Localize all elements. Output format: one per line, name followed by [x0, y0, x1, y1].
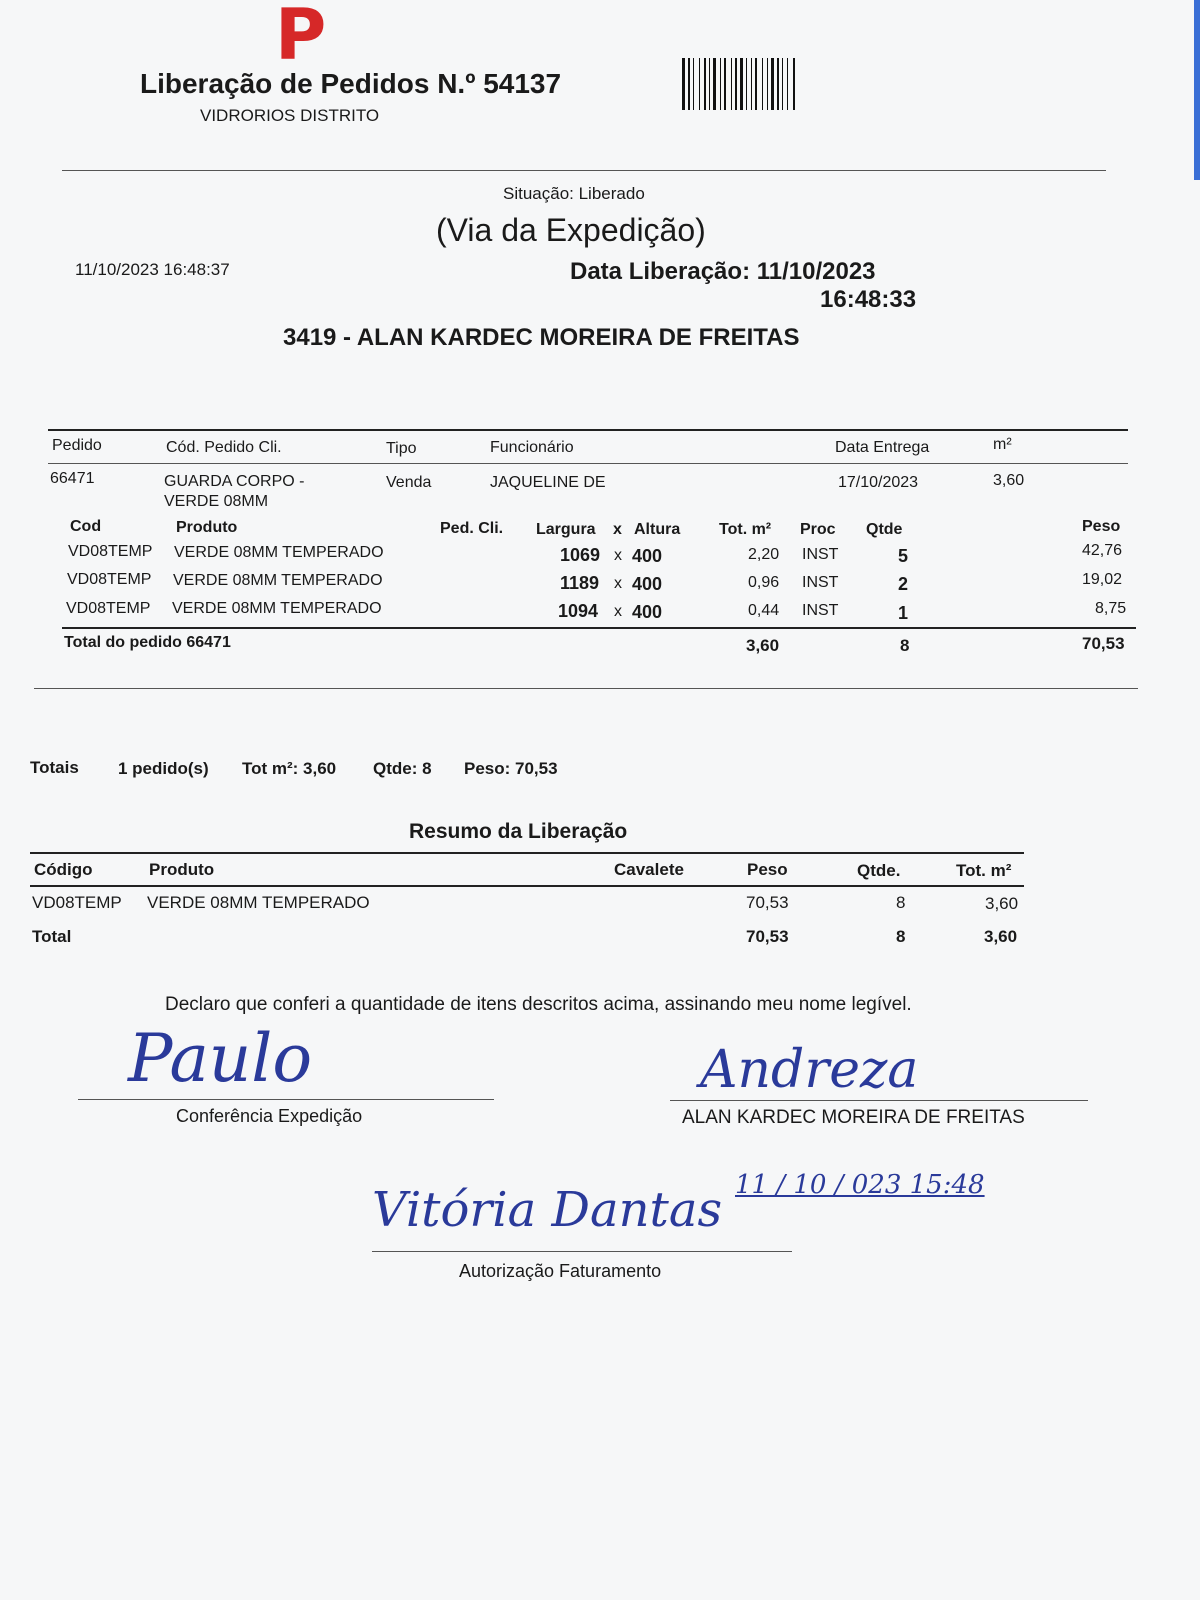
signature-faturamento: Vitória Dantas [372, 1182, 723, 1238]
item-produto: VERDE 08MM TEMPERADO [173, 572, 383, 589]
summary-col-codigo: Código [34, 860, 93, 879]
items-total-rule [62, 627, 1136, 629]
item-x: x [614, 603, 622, 620]
col-pedido: Pedido [52, 437, 102, 454]
col-funcionario: Funcionário [490, 439, 574, 456]
item-peso: 19,02 [1082, 571, 1123, 588]
order-total-m2: 3,60 [746, 636, 780, 655]
items-col-altura: Altura [634, 521, 681, 538]
item-tot-m2: 2,20 [748, 546, 780, 563]
item-x: x [614, 575, 622, 592]
item-cod: VD08TEMP [68, 543, 153, 560]
header-divider [62, 170, 1106, 171]
item-tot-m2: 0,44 [748, 602, 780, 619]
order-cod-line1: GUARDA CORPO - [164, 473, 305, 490]
order-m2: 3,60 [993, 472, 1025, 489]
item-largura: 1069 [560, 545, 601, 565]
items-col-produto: Produto [176, 519, 238, 536]
summary-total-tot-m2: 3,60 [984, 927, 1018, 946]
summary-col-cavalete: Cavalete [614, 860, 684, 879]
order-total-peso: 70,53 [1082, 634, 1125, 653]
summary-produto: VERDE 08MM TEMPERADO [147, 893, 370, 912]
item-qtde: 5 [898, 546, 909, 566]
col-cod-pedido-cli: Cód. Pedido Cli. [166, 439, 282, 456]
signature-expedicao: Paulo [128, 1020, 313, 1097]
item-peso: 42,76 [1082, 542, 1123, 559]
summary-col-qtde: Qtde. [857, 861, 901, 880]
order-total-qtde: 8 [900, 636, 910, 655]
copy-label: (Via da Expedição) [436, 212, 706, 248]
item-largura: 1094 [558, 601, 599, 621]
order-data-entrega: 17/10/2023 [838, 474, 919, 491]
printed-timestamp: 11/10/2023 16:48:37 [75, 260, 230, 279]
signature-label-client: ALAN KARDEC MOREIRA DE FREITAS [682, 1107, 1025, 1128]
items-col-tot-m2: Tot. m² [719, 521, 772, 538]
item-produto: VERDE 08MM TEMPERADO [172, 600, 382, 617]
summary-total-qtde: 8 [896, 927, 906, 946]
summary-col-tot-m2: Tot. m² [956, 861, 1012, 880]
items-bottom-rule [34, 688, 1138, 689]
company-name: VIDRORIOS DISTRITO [200, 106, 380, 125]
items-col-peso: Peso [1082, 518, 1121, 535]
col-tipo: Tipo [386, 440, 417, 457]
document-title: Liberação de Pedidos N.º 54137 [140, 68, 562, 99]
col-m2: m² [993, 436, 1012, 453]
status-text: Situação: Liberado [503, 184, 645, 203]
order-funcionario: JAQUELINE DE [490, 474, 606, 491]
item-altura: 400 [632, 574, 663, 594]
signature-label-faturamento: Autorização Faturamento [459, 1261, 662, 1281]
item-produto: VERDE 08MM TEMPERADO [174, 544, 384, 561]
signature-client: Andreza [700, 1040, 919, 1100]
item-x: x [614, 547, 622, 564]
order-top-rule [48, 429, 1128, 431]
summary-header-rule [30, 885, 1024, 887]
totals-peso: Peso: 70,53 [464, 759, 558, 778]
item-tot-m2: 0,96 [748, 574, 780, 591]
summary-qtde: 8 [896, 893, 906, 912]
summary-top-rule [30, 852, 1024, 854]
totals-label: Totais [30, 758, 79, 777]
declaration-text: Declaro que conferi a quantidade de itens descritos acima, assinando meu nome legível. [165, 994, 912, 1015]
items-col-ped-cli: Ped. Cli. [440, 520, 504, 537]
totals-qtde: Qtde: 8 [373, 759, 432, 778]
release-time: 16:48:33 [820, 286, 917, 313]
item-qtde: 1 [898, 603, 909, 623]
col-data-entrega: Data Entrega [835, 439, 930, 456]
summary-col-produto: Produto [149, 860, 215, 879]
items-col-qtde: Qtde [866, 521, 903, 538]
release-date: Data Liberação: 11/10/2023 [570, 258, 876, 285]
totals-pedidos: 1 pedido(s) [118, 759, 209, 778]
signature-line-right [670, 1100, 1088, 1101]
item-proc: INST [802, 546, 839, 563]
handwritten-date: 11 / 10 / 023 15:48 [735, 1170, 985, 1200]
item-peso: 8,75 [1095, 600, 1127, 617]
item-qtde: 2 [898, 574, 909, 594]
totals-tot-m2: Tot m²: 3,60 [242, 759, 337, 778]
order-total-label: Total do pedido 66471 [64, 634, 231, 651]
item-altura: 400 [632, 602, 663, 622]
items-col-x: x [613, 521, 622, 538]
items-col-cod: Cod [70, 518, 102, 535]
summary-codigo: VD08TEMP [32, 893, 122, 912]
items-col-largura: Largura [536, 521, 596, 538]
client-name: 3419 - ALAN KARDEC MOREIRA DE FREITAS [283, 324, 800, 351]
item-cod: VD08TEMP [66, 600, 151, 617]
summary-col-peso: Peso [747, 860, 788, 879]
background-edge [1194, 0, 1200, 180]
summary-peso: 70,53 [746, 893, 789, 912]
barcode [680, 58, 870, 110]
item-proc: INST [802, 574, 839, 591]
signature-line-left [78, 1099, 494, 1100]
handwritten-mark: P [275, 0, 327, 76]
summary-title: Resumo da Liberação [409, 820, 628, 843]
signature-label-expedicao: Conferência Expedição [176, 1106, 363, 1126]
item-cod: VD08TEMP [67, 571, 152, 588]
order-cod-line2: VERDE 08MM [164, 493, 269, 510]
item-largura: 1189 [560, 573, 600, 593]
summary-total-peso: 70,53 [746, 927, 789, 946]
signature-line-bottom [372, 1251, 792, 1252]
item-altura: 400 [632, 546, 663, 566]
summary-total-label: Total [32, 927, 72, 946]
summary-tot-m2: 3,60 [985, 894, 1019, 913]
order-pedido: 66471 [50, 470, 95, 487]
items-col-proc: Proc [800, 521, 836, 538]
order-header-rule [48, 463, 1128, 464]
item-proc: INST [802, 602, 839, 619]
order-tipo: Venda [386, 474, 432, 491]
